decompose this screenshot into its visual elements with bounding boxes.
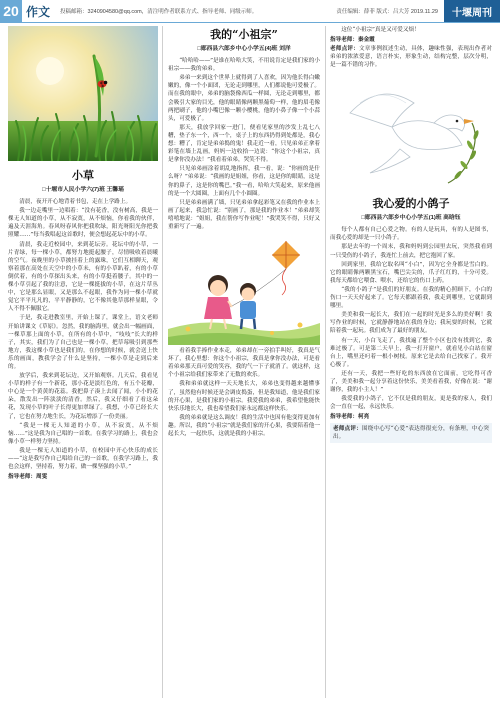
article-title: 我的“小祖宗”: [210, 28, 278, 41]
paragraph: 我是一棵无人知道的小草，在校园中开心快乐的成长——“这是我写作自己唱给自己的一首歌，在我学习路上，我也会这样，坚持着，努力着，做一棵坚强的小草。”: [8, 447, 158, 471]
paragraph: 于是，我走进教室里，开始上课了，课堂上，语文老师开始讲课文《草原》。忽然，我的脑海里，就会出一幅画面，一棵草那上面的小草，在所有的小草中，“吱吱”长大的样子，其实，我们为了自己也是一棵小草，把草莓吸引到那些地方，我这棵小草也是我们的，在你想的时候，就会送上快乐的画面，教我学会了什么是坚持，一棵小草是走到后来的。: [8, 315, 158, 370]
comment-label: 老师点评：: [330, 46, 359, 53]
teacher-comment: [330, 45, 492, 69]
paragraph: 我和弟弟就这样一天天地长大，弟弟也变得越来越懂事了，虽然他有时候还是会调皮捣蛋，但是我知道，他是我们家的开心果，是我们家的小祖宗。我爱我的弟弟，我希望他能快快乐乐地长大，我也希望我们家永远都这样快乐。: [168, 381, 320, 412]
paragraph: 那天，我放学回家一进门，便看见家里的沙发上乱七八糟，垫子东一个，西一个，桌子上的东西扔得到处都是，我心想：糟了，肯定是弟弟捣的鬼！我走近一看，只见弟弟正拿着彩笔在墙上乱画，妈妈一边收拾一边说：“你这个小祖宗，真是拿你没办法！”我看着弟弟，哭笑不得。: [168, 124, 320, 164]
paragraph: 清晨，夜开开心地背着书包，走在上学路上。: [19, 199, 132, 206]
column-divider: [325, 26, 326, 698]
tutor-credit: 指导老师：秦金霞: [330, 37, 375, 44]
paragraph: 美美和我一起长大，我们在一起的时光是多么的美好啊！我写作业的时候，它就静静地站在我的身边；我玩耍的时候，它就陪着我一起玩。我们成为了最好的朋友。: [330, 312, 492, 335]
grass-ladybug-illustration: [8, 26, 158, 161]
paragraph: 看着我手捧作业本走，弟弟却在一旁拍手叫好，我真是气坏了，我心里想：你这个小祖宗，我真是拿你没办法，可是看着弟弟那天真可爱的笑容，我的气一下子就消了。就这样，这个小祖宗给我们家带来了无数的欢乐。: [168, 348, 320, 379]
page-header: [0, 0, 500, 22]
paragraph: 清晨，我走近校园中，来到花坛旁。花坛中的小草，一片青绿，每一棵小草，都努力地挺起腰子，尽情吸收着晨曦的空气。夜晚里的小草披挂着上的露珠，它们互相聊天，观察着那在高处在天空中的小草未，有的小草趴着，有的小草倒伏着，有的小草探出头来，有的小草挺着腰子。其中的一棵小草引起了我的注意，它是一棵挺拔的小草，在这片草丛中，它是那么显眼，又是那么不起眼，我作为同一棵小草就觉它平平凡凡的，平平静静的，它不像其他草那样显眼，令人不得不佩服它。: [8, 241, 158, 313]
paragraph: 那是去年的一个周末，我和妈妈到公园里去玩，突然我看到一只受伤的小鸽子，我连忙上前去，把它抱回了家。: [330, 244, 492, 259]
paragraph: “我是一棵无人知道的小草，从不寂寞，从不烦恼……”这是我为自己唱的一首歌。在我学习的路上，我也会像小草一样努力坚持。: [8, 422, 158, 445]
paragraph: 弟弟一来到这个世界上就得到了人喜欢，因为他长得白嫩嫩的，像一个小面团，无论走到哪里，人们都说他可爱极了。而在我的眼中，弟弟的脑袋像西瓜一样圆，无论走到哪里，都会吸引大家的目光，他的眼睛像两颗黑葡萄一样，他的眉毛像两把刷子，他的小嘴巴像一颗小樱桃，他的小鼻子像一个小蒜头，可爱极了。: [168, 75, 320, 122]
article-byline: □郧西县六郎乡中心小学五(4)班 刘洋: [197, 46, 291, 52]
article-title: 小草: [72, 169, 94, 182]
article-byline: □十堰市人民小学六(7)班 王馨瑶: [42, 187, 124, 193]
section-name: 作文: [26, 4, 51, 19]
paragraph: 每个人都有自己心爱之物。有的人是玩具，有的人是图书，而我心爱的却是一只小鸽子。: [330, 227, 492, 242]
paragraph: 我的弟弟就是这么调皮！我的生活中也因有他变得更加有趣。所以，我的“小祖宗”就是我们家的开心果，我要陪着他一起长大，一起快乐，这就是我的小祖宗。: [168, 414, 320, 437]
paragraph: “我的小鸽子”是我们的好朋友。在我的精心照顾下，小白的伤口一天天好起来了。它每天都跟着我，我走到哪里，它就跟到哪里。: [330, 286, 492, 310]
paragraph: 只是弟弟画满了墙，只见弟弟拿起彩笔又在我的作业本上画了起来，我急忙说：“别画了，那是我的作业本！”弟弟却笑嘻嘻地说：“姐姐，我在帮你写作业呢！”我哭笑不得，只好又重新写了一遍。: [168, 199, 320, 230]
paragraph: 这位“小祖宗”真是又可爱又烦！: [341, 27, 420, 33]
editor-info: 责任编辑：薛菲 版式：吕大芳 2019.11.29: [336, 9, 438, 15]
contact-info: 投稿邮箱：3240904580@qq.com，清注明作者联系方式、指导老师、同级示师。: [60, 9, 258, 15]
paragraph: 有一天，小白飞走了，我找遍了整个小区也没有找到它，我难过极了。可是第二天早上，我一打开窗户，就看见小白站在窗台上，嘴里还叼着一根小树枝。原来它是去给自己找家了。我开心极了。: [330, 337, 492, 368]
paragraph: 只见弟弟画涂着胡乱地指挥，我一看，说：“你画的是什么呀？”弟弟说：“我画的是姐姐，你看，这是你的眼睛，这是你的鼻子，这是你的嘴巴。”我一看，哈哈大笑起来，原来他画的是一个大圆圈，上面有几个小圆圈。: [168, 166, 320, 197]
paragraph: 放学后，我来到花坛边，又开始观察。几天后，我看见小草的样子有一个新花，那小花是淡红色的，有五个花瓣，中心是一个黄黄的花蕊。我把鼻子凑上去闻了闻，小小的花朵，散发出一阵淡淡的清香。然后，我又仔细看了看这朵花，发现小草的叶子长得更加翠绿了。我想，小草已经长大了，它也在努力地生长，为花坛增添了一份美丽。: [8, 373, 158, 420]
header-rule: [0, 22, 500, 23]
kids-kite-illustration: [168, 233, 320, 345]
comment-text: 文章事例叙述生动，具体，趣味性强，表现出作者对弟弟的浓浓爱意，语言朴实，形象生动，结构完整，层次分明，是一篇不错的习作。: [330, 46, 492, 69]
tutor-credit: 指导老师：柯亮: [330, 414, 370, 421]
paragraph: 我一边走嘴里一边唱着：“没有花香，没有树高，我是一棵无人知道的小草，从不寂寞，从不烦恼，你看我的伙伴，遍及天涯海角。春风呀春风你把我吹绿，阳光呀阳光你把我照耀……”每当我唱起这首歌时，便会想起花坛中的小草。: [8, 208, 158, 239]
paragraph: 还有一天，我把一些好吃的东西放在它面前，它吃得可香了，美美和我一起分享着这份快乐，美美看着我，好像在说：“谢谢你，我的小主人！”: [330, 370, 492, 394]
comment-label: 老师点评：: [333, 426, 362, 433]
column-divider: [162, 26, 163, 698]
article-title: 我心爱的小鸽子: [372, 197, 450, 211]
article-little-ancestor: [168, 26, 320, 439]
masthead: 十堰周刊: [444, 0, 500, 22]
article-grass: [8, 26, 158, 481]
tutor-credit: 指导老师：周雯: [8, 474, 48, 481]
article-dove: [330, 26, 492, 443]
paragraph: 回到家里，我给它取名叫“小白”，因为它全身都是雪白的。它的眼睛像两颗黑宝石，嘴巴尖尖的，爪子红红的，十分可爱。我每天都给它喂食、喂水，还给它的伤口上药。: [330, 261, 492, 284]
comment-text: 围绕中心写“心爱”表达得很充分，有条理，中心突出。: [333, 426, 489, 441]
article-byline: □郧西县六郎乡中心小学五(1)班 高晗钰: [361, 215, 461, 222]
page-number: 20: [0, 0, 22, 22]
paragraph: 我爱我的小鸽子，它不仅是我的朋友，更是我的家人，我们会一直在一起，永远快乐。: [330, 396, 492, 411]
teacher-comment: [330, 423, 492, 443]
paragraph: “哈哈哈——”是谁在哈哈大笑，不用说肯定是我们家的小祖宗——我的弟弟。: [168, 58, 320, 73]
dove-olive-branch-illustration: [330, 73, 492, 191]
